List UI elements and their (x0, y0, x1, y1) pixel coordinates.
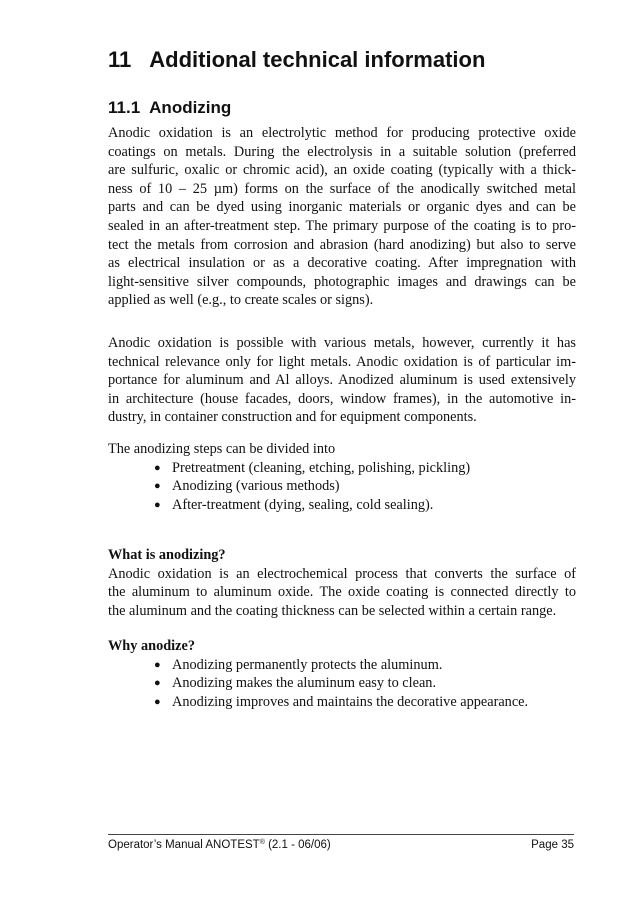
text-line: in architecture (house facades, doors, window frames), in the automotive in- (108, 390, 576, 407)
list-item: ● Pretreatment (cleaning, etching, polishing, pickling) (154, 459, 471, 476)
why-anodize (108, 637, 576, 711)
list-item: ● Anodizing makes the aluminum easy to clean. (154, 675, 437, 692)
anodizing-steps (108, 440, 576, 514)
paragraph-light-metals (108, 334, 576, 427)
what-heading: What is anodizing? (108, 547, 226, 563)
paragraph-anodic-oxidation-method (108, 124, 576, 310)
text-line: Anodic oxidation is possible with various metals, however, currently it has (108, 335, 576, 351)
list-item: ● Anodizing improves and maintains the decorative appearance. (154, 693, 529, 710)
steps-list (108, 459, 576, 515)
text-line: tect the metals from corrosion and abrasion (hard anodizing) but also to serve (108, 236, 576, 253)
bullet-icon: ● (154, 498, 161, 511)
text-line: applied as well (e.g., to create scales or signs). (108, 292, 374, 309)
list-item: ● Anodizing (various methods) (154, 478, 340, 495)
list-item: ● Anodizing permanently protects the aluminum. (154, 656, 443, 673)
text-line: dustry, in container construction and for equipment components. (108, 409, 477, 426)
bullet-icon: ● (154, 695, 161, 708)
why-list (108, 656, 576, 712)
what-is-anodizing (108, 546, 576, 620)
list-item: ● After-treatment (dying, sealing, cold sealing). (154, 496, 434, 513)
text-line: ness of 10 – 25 µm) forms on the surface of the anodically switched metal (108, 180, 576, 197)
section-number: 11.1 (108, 98, 141, 117)
footer-divider (108, 834, 574, 835)
section-heading (108, 98, 231, 118)
text-line: are sulfuric, oxalic or chromic acid), an oxide coating (typically with a thick- (108, 162, 576, 179)
chapter-title: Additional technical information (149, 47, 486, 72)
text-line: Anodic oxidation is an electrolytic method for producing protective oxide (108, 125, 576, 141)
text-line: the aluminum and the coating thickness can be selected within a certain range. (108, 602, 557, 619)
why-heading: Why anodize? (108, 638, 195, 654)
bullet-icon: ● (154, 461, 161, 474)
text-line: sealed in an after-treatment step. The primary purpose of the coating is to pro- (108, 217, 576, 234)
text-line: parts and can be dyed using inorganic materials or organic dyes and can be (108, 199, 576, 216)
registered-mark: ® (259, 839, 265, 846)
text-line: light-sensitive silver compounds, photographic images and drawings can be (108, 273, 576, 290)
bullet-icon: ● (154, 480, 161, 493)
chapter-heading (108, 47, 485, 73)
text-line: technical relevance only for light metals. Anodic oxidation is of particular im- (108, 353, 576, 370)
footer-manual-title: Operator’s Manual ANOTEST® (2.1 - 06/06) (108, 839, 331, 851)
page-number: Page 35 (531, 839, 574, 851)
chapter-number: 11 (108, 47, 132, 72)
text-line: as electrical insulation or as a decorative coating. After impregnation with (108, 255, 576, 272)
bullet-icon: ● (154, 658, 161, 671)
text-line: coatings on metals. During the electrolysis in a suitable solution (preferred (108, 143, 576, 160)
bullet-icon: ● (154, 677, 161, 690)
section-title: Anodizing (149, 98, 232, 117)
text-line: the aluminum to aluminum oxide. The oxide coating is connected directly to (108, 584, 576, 601)
steps-intro: The anodizing steps can be divided into (108, 441, 336, 457)
text-line: Anodic oxidation is an electrochemical process that converts the surface of (108, 565, 576, 582)
text-line: portance for aluminum and Al alloys. Anodized aluminum is used extensively (108, 372, 576, 389)
